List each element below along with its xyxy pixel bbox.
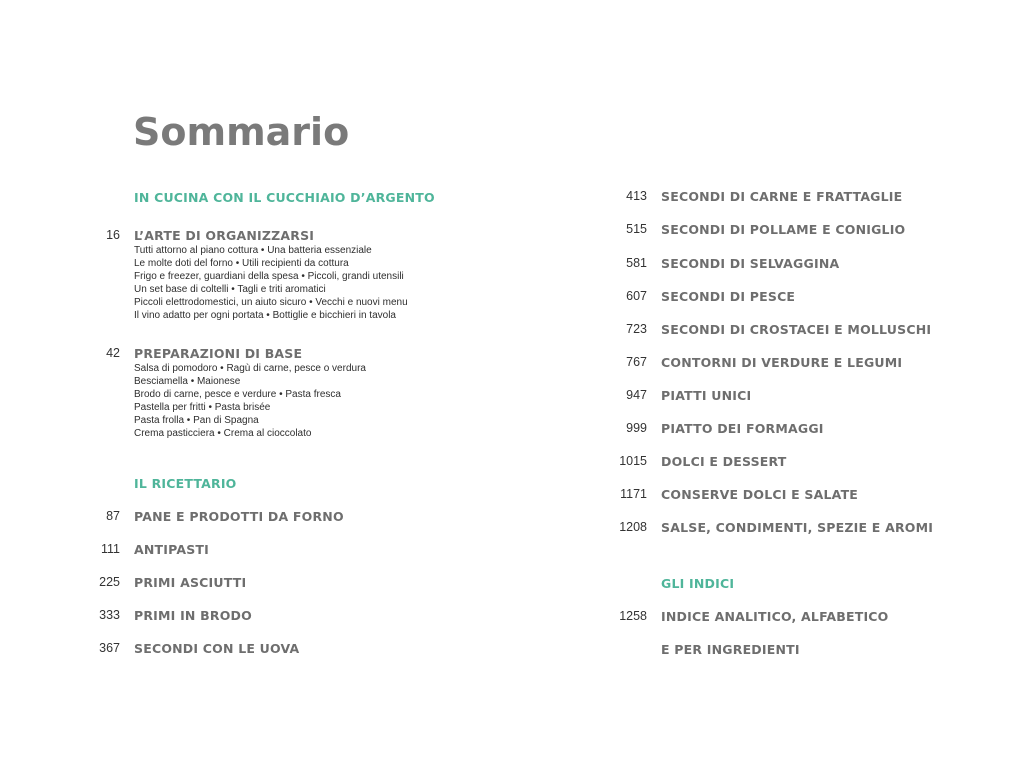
chapter-title: SECONDI DI CARNE E FRATTAGLIE — [661, 189, 903, 204]
page-number: 111 — [100, 542, 120, 556]
page-number: 723 — [626, 322, 647, 336]
chapter-title-continued: E PER INGREDIENTI — [661, 642, 800, 657]
toc-entry-preparazioni-base[interactable] — [106, 346, 366, 440]
toc-entry-secondi-crostacei[interactable] — [626, 322, 932, 337]
page-number: 767 — [626, 355, 647, 369]
page-number: 87 — [106, 509, 120, 523]
subtopic-line: Le molte doti del forno • Utili recipienti da cottura — [134, 258, 349, 269]
subtopic-line: Il vino adatto per ogni portata • Bottiglie e bicchieri in tavola — [134, 310, 396, 321]
page-title: Sommario — [133, 110, 350, 154]
chapter-title: SECONDI CON LE UOVA — [134, 641, 300, 656]
toc-entry-arte-organizzarsi[interactable] — [106, 228, 408, 322]
chapter-title: DOLCI E DESSERT — [661, 454, 787, 469]
page-number: 225 — [99, 575, 120, 589]
toc-entry-indice-continued[interactable] — [661, 642, 800, 657]
toc-entry-indice[interactable] — [619, 609, 889, 624]
toc-entry-pane[interactable] — [106, 509, 344, 524]
chapter-title: SECONDI DI CROSTACEI E MOLLUSCHI — [661, 322, 932, 337]
page-number: 999 — [626, 421, 647, 435]
toc-entry-secondi-uova[interactable] — [99, 641, 300, 656]
toc-entry-secondi-selvaggina[interactable] — [626, 256, 840, 271]
page-number: 607 — [626, 289, 647, 303]
subtopic-line: Salsa di pomodoro • Ragù di carne, pesce o verdura — [134, 363, 366, 374]
subtopic-line: Un set base di coltelli • Tagli e triti aromatici — [134, 284, 326, 295]
chapter-title: PRIMI ASCIUTTI — [134, 575, 247, 590]
page-number: 1171 — [620, 487, 647, 501]
toc-entry-piatti-unici[interactable] — [626, 388, 752, 403]
toc-entry-dolci[interactable] — [619, 454, 787, 469]
page-number: 42 — [106, 346, 120, 360]
subtopic-line: Besciamella • Maionese — [134, 376, 241, 387]
chapter-title: INDICE ANALITICO, ALFABETICO — [661, 609, 889, 624]
subtopic-line: Tutti attorno al piano cottura • Una batteria essenziale — [134, 245, 372, 256]
chapter-title: SALSE, CONDIMENTI, SPEZIE E AROMI — [661, 520, 934, 535]
subtopic-line: Pasta frolla • Pan di Spagna — [134, 415, 259, 426]
chapter-title: ANTIPASTI — [134, 542, 209, 557]
page-number: 413 — [626, 189, 647, 203]
chapter-title: PANE E PRODOTTI DA FORNO — [134, 509, 344, 524]
section-heading-in-cucina: IN CUCINA CON IL CUCCHIAIO D’ARGENTO — [134, 190, 435, 205]
chapter-title: PIATTO DEI FORMAGGI — [661, 421, 824, 436]
chapter-title: SECONDI DI POLLAME E CONIGLIO — [661, 222, 906, 237]
subtopic-line: Piccoli elettrodomestici, un aiuto sicuro • Vecchi e nuovi menu — [134, 297, 408, 308]
page-number: 367 — [99, 641, 120, 655]
chapter-title: CONSERVE DOLCI E SALATE — [661, 487, 859, 502]
subtopic-line: Pastella per fritti • Pasta brisée — [134, 402, 271, 413]
toc-entry-primi-brodo[interactable] — [99, 608, 252, 623]
page-number: 581 — [626, 256, 647, 270]
toc-entry-secondi-pesce[interactable] — [626, 289, 796, 304]
chapter-title: PRIMI IN BRODO — [134, 608, 252, 623]
chapter-title: SECONDI DI PESCE — [661, 289, 796, 304]
page-number: 1015 — [619, 454, 647, 468]
page-number: 1208 — [619, 520, 647, 534]
page-number: 515 — [626, 222, 647, 236]
toc-entry-formaggi[interactable] — [626, 421, 824, 436]
page-number: 333 — [99, 608, 120, 622]
subtopic-line: Frigo e freezer, guardiani della spesa • Piccoli, grandi utensili — [134, 271, 404, 282]
toc-entry-secondi-pollame[interactable] — [626, 222, 906, 237]
page-number: 947 — [626, 388, 647, 402]
chapter-title: L’ARTE DI ORGANIZZARSI — [134, 228, 315, 243]
chapter-title: PREPARAZIONI DI BASE — [134, 346, 303, 361]
page-number: 16 — [106, 228, 120, 242]
toc-entry-secondi-carne[interactable] — [626, 189, 903, 204]
toc-entry-contorni[interactable] — [626, 355, 903, 370]
toc-entry-conserve[interactable] — [620, 487, 859, 502]
section-heading-indici: GLI INDICI — [661, 576, 735, 591]
subtopic-line: Crema pasticciera • Crema al cioccolato — [134, 428, 312, 439]
toc-entry-primi-asciutti[interactable] — [99, 575, 247, 590]
page-number: 1258 — [619, 609, 647, 623]
toc-entry-antipasti[interactable] — [100, 542, 209, 557]
chapter-title: CONTORNI DI VERDURE E LEGUMI — [661, 355, 903, 370]
toc-entry-salse[interactable] — [619, 520, 934, 535]
chapter-title: PIATTI UNICI — [661, 388, 752, 403]
section-heading-ricettario: IL RICETTARIO — [134, 476, 237, 491]
chapter-title: SECONDI DI SELVAGGINA — [661, 256, 840, 271]
subtopic-line: Brodo di carne, pesce e verdure • Pasta fresca — [134, 389, 341, 400]
